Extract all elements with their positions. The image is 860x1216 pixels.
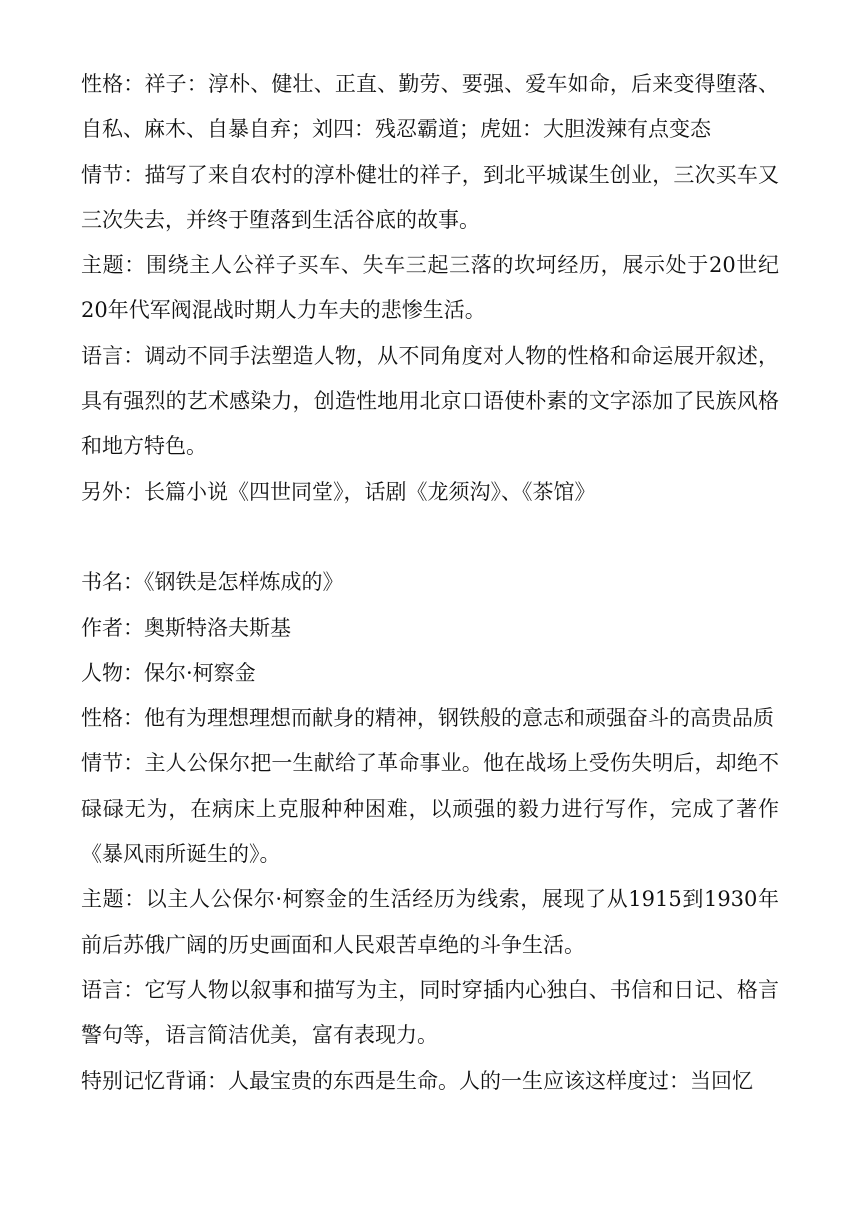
character-paragraph-steel: 性格：他有为理想理想而献身的精神，钢铁般的意志和顽强奋斗的高贵品质 — [81, 706, 774, 731]
theme-paragraph-steel: 主题：以主人公保尔·柯察金的生活经历为线索，展现了从1915到1930年前后苏俄广阔的历史画面和人民艰苦卓绝的斗争生活。 — [81, 887, 779, 957]
character-paragraph-camel-xiangzi: 性格：祥子：淳朴、健壮、正直、勤劳、要强、爱车如命，后来变得堕落、自私、麻木、自暴自弃；刘四：残忍霸道；虎妞：大胆泼辣有点变态 — [81, 72, 779, 142]
document-page — [81, 62, 779, 1104]
language-paragraph-steel: 语言：它写人物以叙事和描写为主，同时穿插内心独白、书信和日记、格言警句等，语言简洁优美，富有表现力。 — [81, 977, 779, 1048]
person-line: 人物：保尔·柯察金 — [81, 660, 256, 685]
author-line: 作者：奥斯特洛夫斯基 — [81, 615, 291, 640]
book-title-line: 书名：《钢铁是怎样炼成的》 — [81, 570, 344, 595]
memorize-paragraph: 特别记忆背诵：人最宝贵的东西是生命。人的一生应该这样度过：当回忆 — [81, 1068, 753, 1093]
language-paragraph-camel-xiangzi: 语言：调动不同手法塑造人物，从不同角度对人物的性格和命运展开叙述，具有强烈的艺术感染力，创造性地用北京口语使朴素的文字添加了民族风格和地方特色。 — [81, 343, 779, 459]
plot-paragraph-steel: 情节：主人公保尔把一生献给了革命事业。他在战场上受伤失明后，却绝不碌碌无为，在病床上克服种种困难，以顽强的毅力进行写作，完成了著作《暴风雨所诞生的》。 — [81, 751, 779, 867]
plot-paragraph-camel-xiangzi: 情节：描写了来自农村的淳朴健壮的祥子，到北平城谋生创业，三次买车又三次失去，并终于堕落到生活谷底的故事。 — [81, 162, 779, 232]
theme-paragraph-camel-xiangzi: 主题：围绕主人公祥子买车、失车三起三落的坎坷经历，展示处于20世纪20年代军阀混战时期人力车夫的悲惨生活。 — [81, 253, 779, 323]
other-works-paragraph: 另外：长篇小说《四世同堂》，话剧《龙须沟》、《茶馆》 — [81, 479, 596, 504]
section-gap — [81, 515, 779, 560]
